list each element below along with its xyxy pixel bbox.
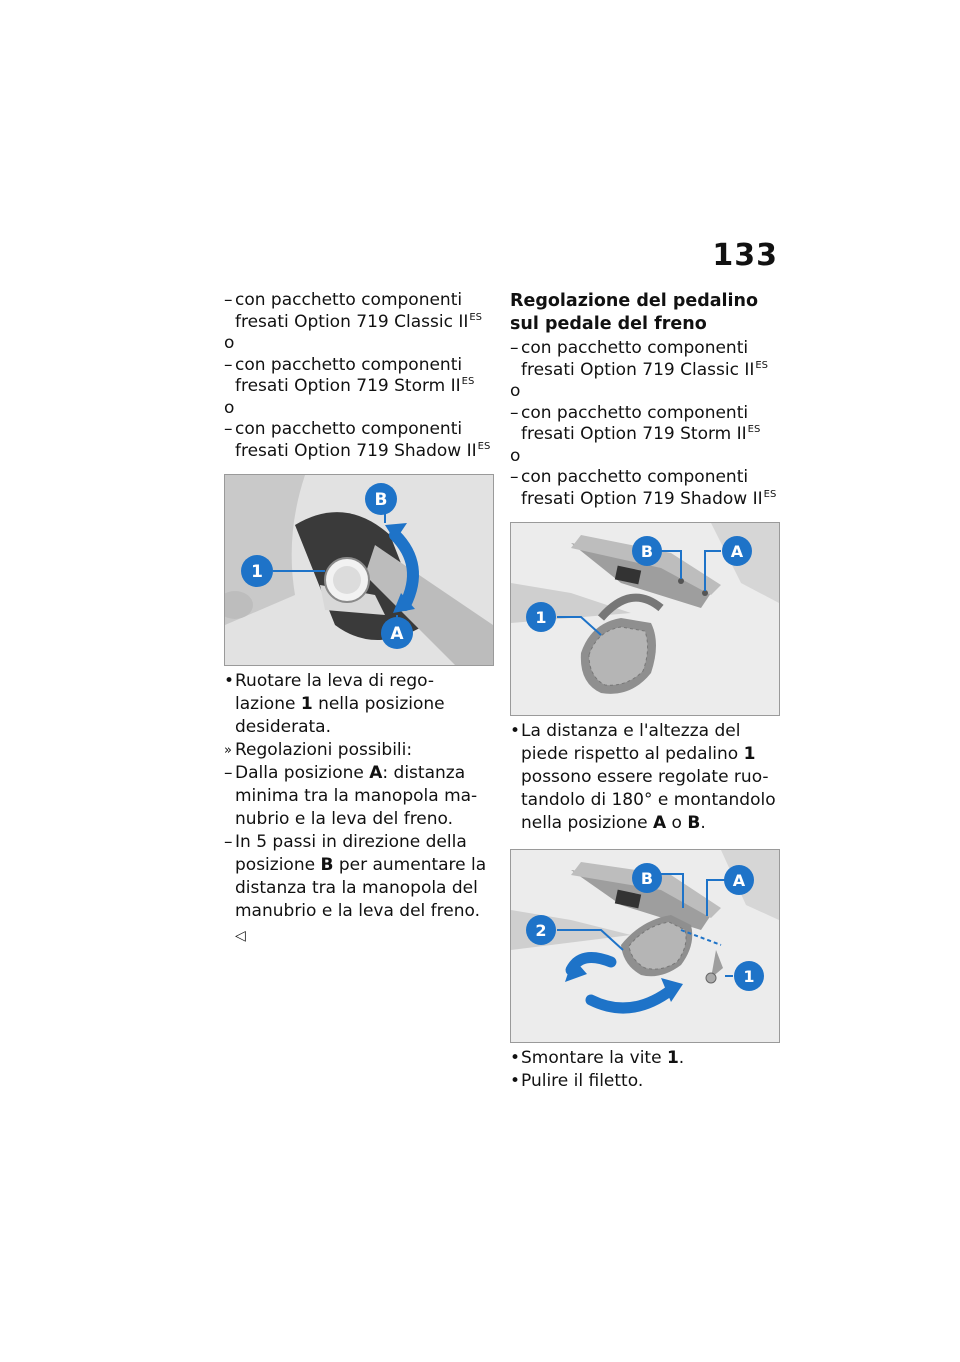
- option-item: [510, 403, 780, 446]
- separator: o: [510, 381, 521, 401]
- step-text: o: [666, 813, 688, 833]
- bullet-marker: •: [510, 721, 521, 741]
- svg-text:A: A: [730, 542, 744, 561]
- brake-lever-illustration: [225, 475, 493, 665]
- bullet-marker: •: [224, 671, 235, 691]
- step-ref: 1: [300, 694, 313, 714]
- separator: o: [224, 333, 235, 353]
- dash-marker: –: [224, 290, 233, 310]
- svg-text:1: 1: [251, 562, 263, 582]
- step-ref: B: [687, 813, 701, 833]
- footpeg-illustration-1: [511, 523, 779, 715]
- svg-text:B: B: [374, 490, 388, 510]
- option-item: [224, 831, 494, 948]
- step-ref: 1: [666, 1048, 679, 1068]
- callout-b: [632, 536, 662, 566]
- svg-text:B: B: [640, 542, 654, 561]
- step-item: [510, 1070, 780, 1093]
- option-text: con pacchetto componenti fresati Option 719 Storm II: [521, 402, 749, 444]
- option-text: per aumentare la distanza tra la manopola del manubrio e la leva del freno.: [235, 855, 487, 921]
- option-text: con pacchetto componenti fresati Option 719 Shadow II: [235, 419, 477, 461]
- step-text: .: [678, 1048, 685, 1068]
- svg-text:A: A: [732, 871, 746, 890]
- dash-marker: –: [510, 467, 519, 487]
- step-item: [510, 1047, 780, 1070]
- callout-a: [724, 865, 754, 895]
- result-item: [224, 739, 494, 762]
- option-sup: ES: [763, 488, 777, 500]
- option-sup: ES: [747, 424, 761, 435]
- footpeg-figure-2: [510, 849, 780, 1043]
- right-column: [510, 290, 780, 1093]
- option-ref: B: [320, 855, 334, 875]
- dash-marker: –: [224, 832, 233, 852]
- step-item: [224, 670, 494, 739]
- left-column: [224, 290, 494, 948]
- option-text: In 5 passi in direzione della posizione: [235, 832, 467, 875]
- callout-a: [722, 536, 752, 566]
- option-item: [510, 467, 780, 510]
- step-text: Pulire il filetto.: [521, 1071, 644, 1091]
- svg-text:2: 2: [535, 921, 547, 940]
- step-text: Smontare la vite: [521, 1048, 667, 1068]
- option-text: con pacchetto componenti fresati Option 719 Classic II: [235, 290, 469, 332]
- option-text: con pacchetto componenti fresati Option 719 Storm II: [235, 354, 463, 396]
- svg-text:1: 1: [743, 967, 755, 986]
- section-heading: Regolazione del pedalino sul pedale del freno: [510, 291, 759, 334]
- option-item: [510, 338, 780, 381]
- step-ref: A: [652, 813, 667, 833]
- option-sup: ES: [755, 359, 769, 371]
- callout-b: [365, 483, 397, 515]
- page-number: 133: [712, 238, 778, 273]
- callout-1: [526, 602, 556, 632]
- dash-marker: –: [224, 763, 233, 783]
- step-text: La distanza e l'altezza del piede rispetto al pedalino: [521, 721, 744, 764]
- bullet-marker: •: [510, 1071, 521, 1091]
- callout-2: [526, 915, 556, 945]
- callout-1: [734, 961, 764, 991]
- option-sup: ES: [477, 440, 491, 452]
- footpeg-figure-1: [510, 522, 780, 716]
- step-text: nella posizione desiderata.: [235, 694, 445, 737]
- option-item: [224, 762, 494, 831]
- separator: o: [510, 445, 521, 466]
- option-item: [224, 290, 494, 333]
- svg-text:B: B: [640, 869, 654, 888]
- dash-marker: –: [510, 402, 519, 423]
- svg-text:1: 1: [535, 608, 547, 627]
- step-text: .: [700, 813, 706, 833]
- option-text: con pacchetto componenti fresati Option 719 Shadow II: [521, 467, 763, 509]
- section-end-icon: ◁: [235, 928, 246, 944]
- dash-marker: –: [510, 338, 519, 358]
- option-item: [224, 355, 494, 398]
- option-sup: ES: [469, 311, 483, 323]
- option-ref: A: [369, 763, 383, 783]
- step-text: Ruotare la leva di rego-lazione: [235, 671, 435, 714]
- brake-lever-figure: [224, 474, 494, 666]
- callout-1: [241, 555, 273, 587]
- step-ref: 1: [743, 744, 756, 764]
- bullet-marker: •: [510, 1048, 521, 1068]
- step-text: possono essere regolate ruo-tandolo di 180° e montandolo nella posizione: [521, 767, 776, 833]
- callout-b: [632, 863, 662, 893]
- option-text: Dalla posizione: [235, 763, 370, 783]
- result-text: Regolazioni possibili:: [235, 740, 413, 760]
- option-sup: ES: [461, 376, 475, 387]
- option-text: con pacchetto componenti fresati Option 719 Classic II: [521, 338, 755, 380]
- step-item: [510, 720, 780, 835]
- dash-marker: –: [224, 354, 233, 375]
- callout-a: [381, 617, 413, 649]
- footpeg-illustration-2: [511, 850, 779, 1042]
- dash-marker: –: [224, 419, 233, 439]
- svg-text:A: A: [390, 624, 404, 644]
- option-item: [224, 419, 494, 462]
- separator: o: [224, 397, 235, 418]
- result-marker: »: [224, 743, 232, 758]
- option-text: : distanza minima tra la manopola ma-nubrio e la leva del freno.: [235, 763, 478, 829]
